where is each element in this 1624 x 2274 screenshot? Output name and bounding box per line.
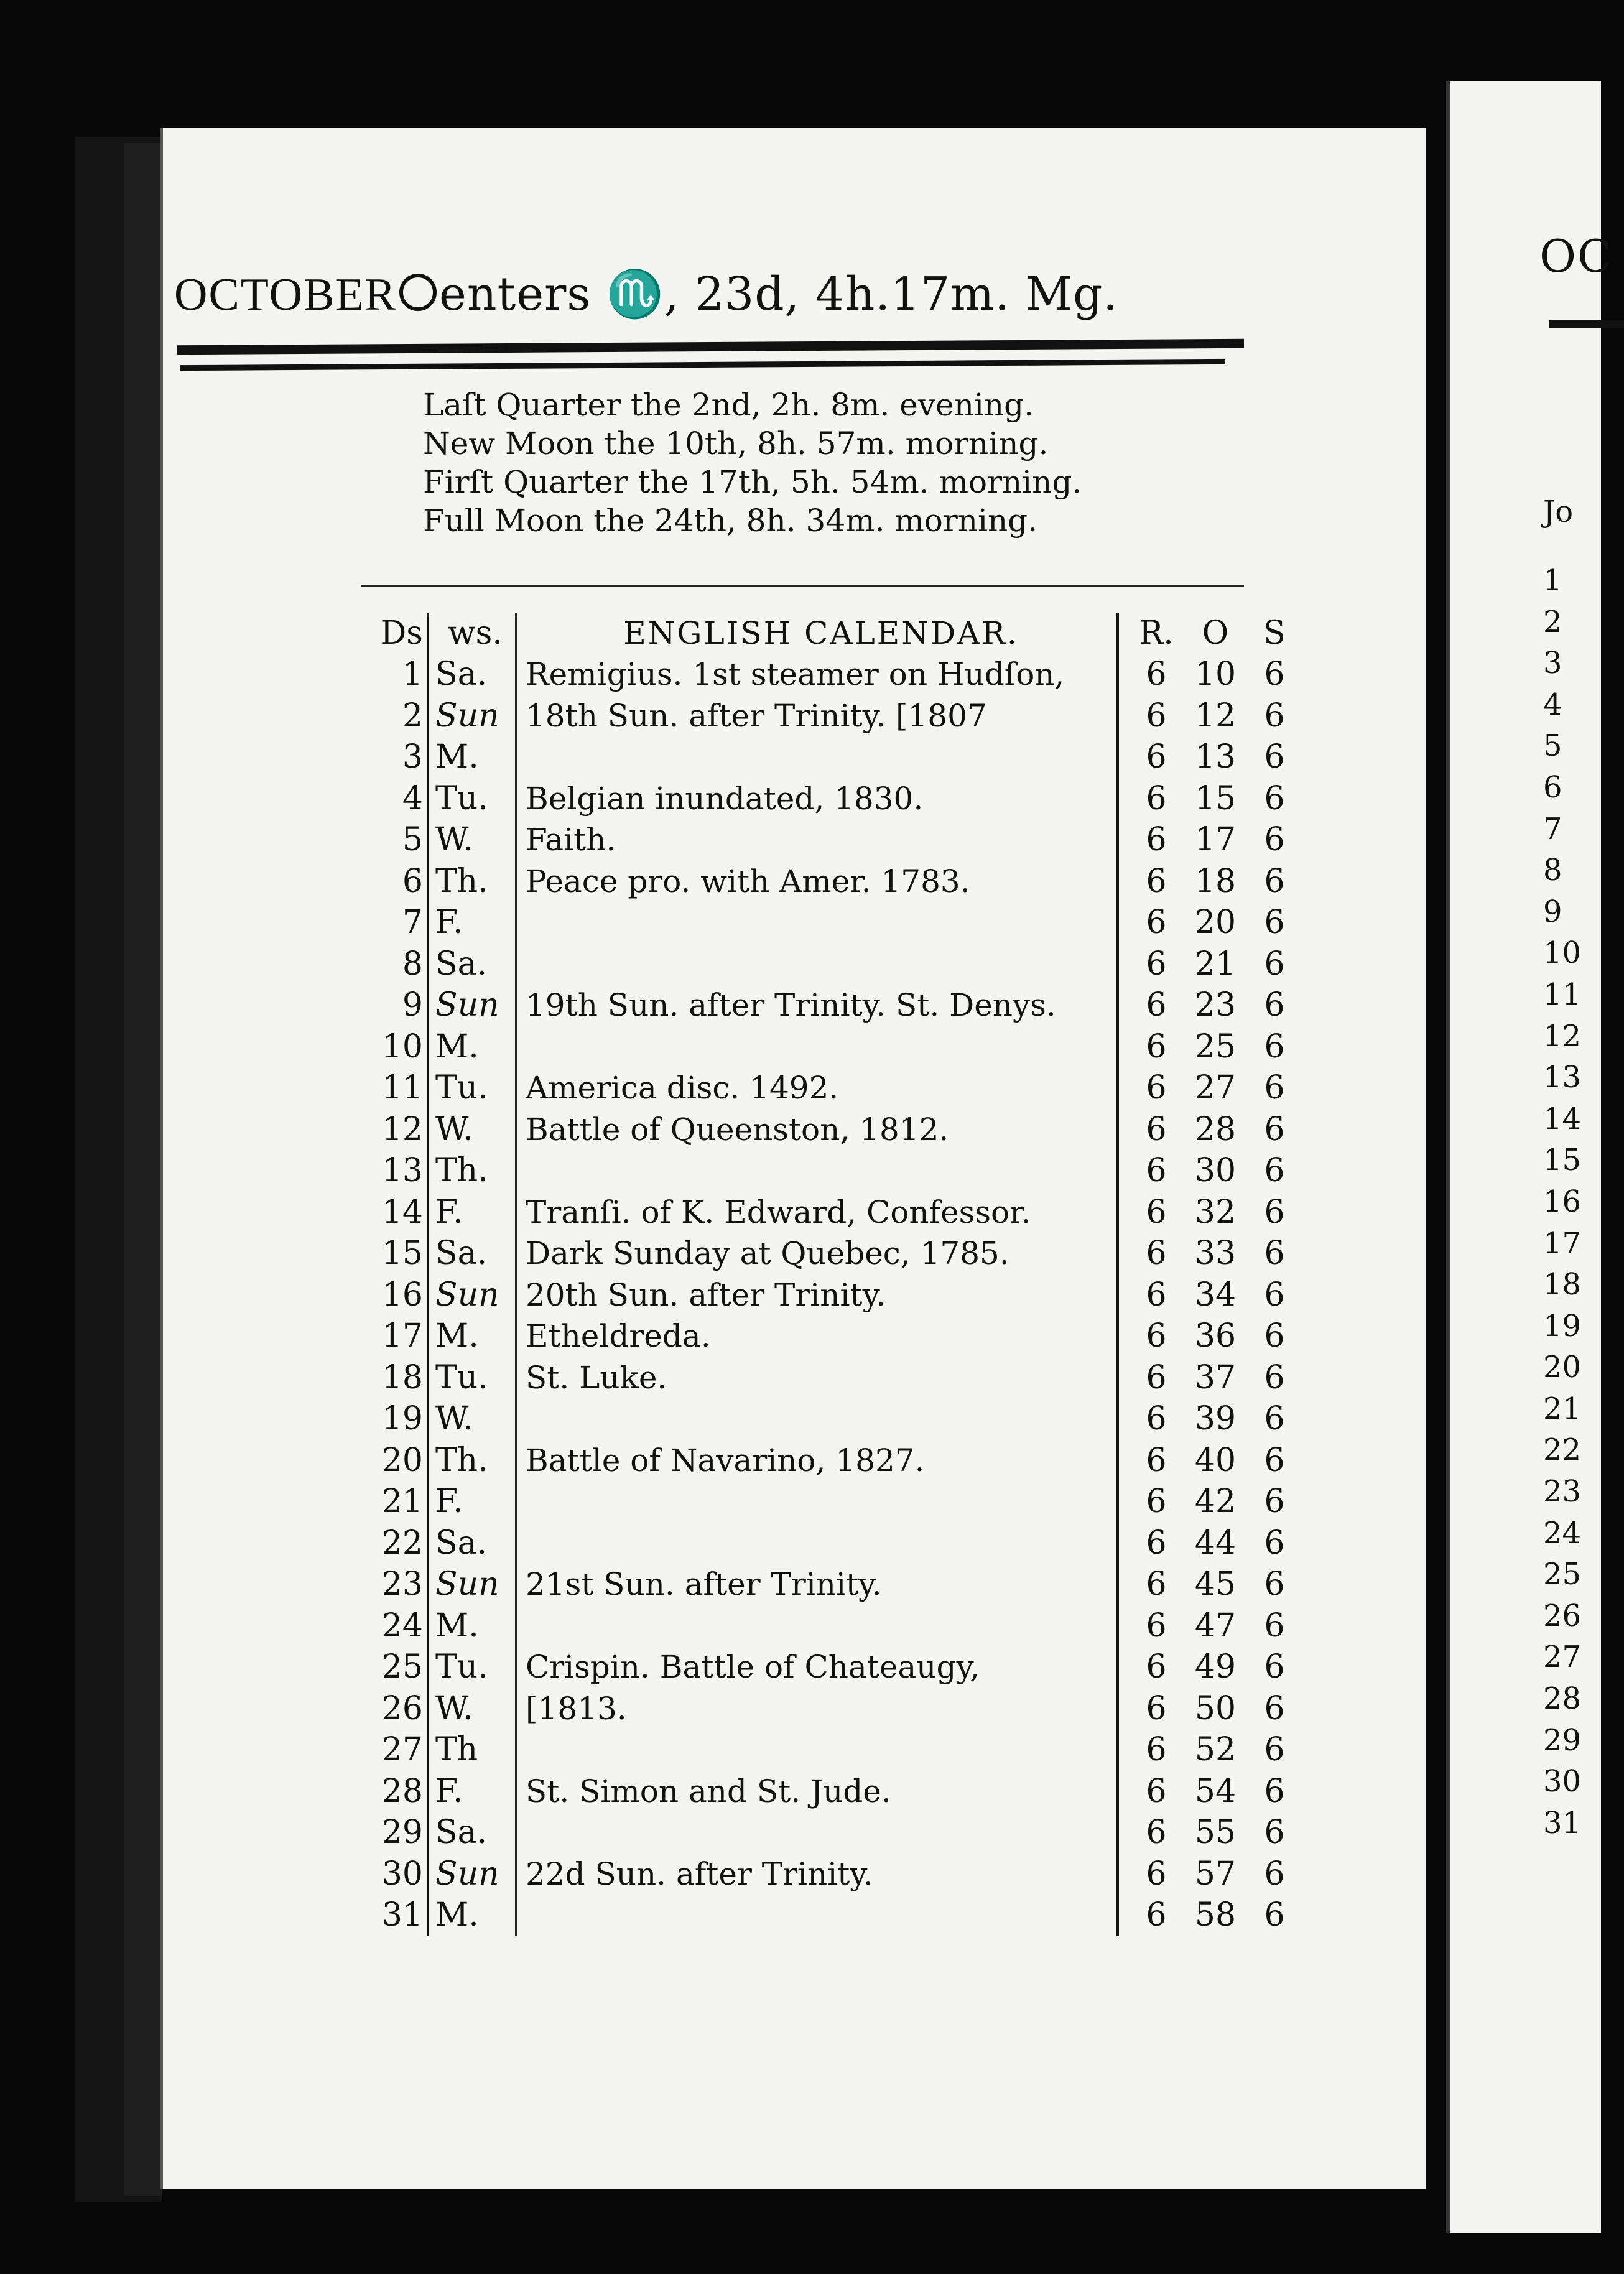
calendar-row <box>348 1564 1299 1605</box>
rises-hour: 6 <box>1146 1441 1167 1479</box>
rises-hour: 6 <box>1146 1524 1167 1562</box>
sets-hour: 6 <box>1264 656 1285 694</box>
day-number: 4 <box>348 778 428 820</box>
moon-phases <box>423 386 1082 540</box>
next-page-day-number: 5 <box>1543 728 1562 764</box>
weekday: Sa. <box>428 1812 516 1854</box>
next-page-day-number: 31 <box>1543 1805 1582 1840</box>
weekday: Sun <box>428 1854 516 1895</box>
rises-hour: 6 <box>1146 1814 1167 1852</box>
next-page-day-number: 25 <box>1543 1557 1582 1592</box>
sets-hour: 6 <box>1264 1524 1285 1562</box>
sets-hour: 6 <box>1264 697 1285 735</box>
event: 21st Sun. after Trinity. <box>516 1564 1118 1605</box>
o-minutes: 21 <box>1194 945 1237 983</box>
calendar-row <box>348 1729 1299 1771</box>
day-number: 11 <box>348 1067 428 1109</box>
header-weekday: ws. <box>428 613 516 654</box>
day-number: 20 <box>348 1440 428 1482</box>
o-minutes: 12 <box>1194 697 1237 735</box>
day-number: 16 <box>348 1274 428 1316</box>
day-number: 31 <box>348 1895 428 1936</box>
rises-hour: 6 <box>1146 697 1167 735</box>
weekday: W. <box>428 819 516 861</box>
next-page-day-number: 3 <box>1543 646 1562 681</box>
o-minutes: 49 <box>1194 1648 1237 1686</box>
next-page-day-number: 15 <box>1543 1143 1582 1178</box>
rises-hour: 6 <box>1146 904 1167 942</box>
day-number: 28 <box>348 1771 428 1812</box>
event: Dark Sunday at Quebec, 1785. <box>516 1233 1118 1274</box>
event: Battle of Navarino, 1827. <box>516 1440 1118 1482</box>
rises-hour: 6 <box>1146 945 1167 983</box>
sets-hour: 6 <box>1264 1193 1285 1231</box>
next-page-day-number: 27 <box>1543 1640 1582 1675</box>
day-number: 8 <box>348 944 428 985</box>
header-o: O <box>1202 615 1229 652</box>
calendar-row <box>348 1481 1299 1523</box>
o-minutes: 50 <box>1194 1689 1237 1727</box>
o-minutes: 45 <box>1194 1566 1237 1603</box>
event: Etheldreda. <box>516 1316 1118 1357</box>
next-page-day-number: 23 <box>1543 1474 1582 1510</box>
rises-hour: 6 <box>1146 1235 1167 1273</box>
next-page-day-number: 13 <box>1543 1060 1582 1095</box>
sets-hour: 6 <box>1264 1689 1285 1727</box>
calendar-row <box>348 985 1299 1026</box>
calendar-row <box>348 1605 1299 1647</box>
header-english-calendar: ENGLISH CALENDAR. <box>516 613 1118 654</box>
calendar-row <box>348 1646 1299 1688</box>
weekday: M. <box>428 1316 516 1357</box>
day-number: 24 <box>348 1605 428 1647</box>
weekday: Sa. <box>428 1523 516 1564</box>
next-page-day-number: 11 <box>1543 977 1582 1012</box>
next-page-rule <box>1549 320 1624 328</box>
header-day: Ds <box>348 613 428 654</box>
o-minutes: 39 <box>1194 1400 1237 1438</box>
event: America disc. 1492. <box>516 1067 1118 1109</box>
o-minutes: 10 <box>1194 656 1237 694</box>
rises-hour: 6 <box>1146 862 1167 900</box>
calendar-row <box>348 1150 1299 1192</box>
rises-hour: 6 <box>1146 1483 1167 1521</box>
calendar-row <box>348 1357 1299 1399</box>
weekday: Th <box>428 1729 516 1771</box>
next-page-day-number: 4 <box>1543 687 1562 722</box>
calendar-row <box>348 1523 1299 1564</box>
day-number: 30 <box>348 1854 428 1895</box>
sets-hour: 6 <box>1264 1110 1285 1148</box>
event: 22d Sun. after Trinity. <box>516 1854 1118 1895</box>
calendar-row <box>348 1233 1299 1274</box>
next-page-day-number: 20 <box>1543 1350 1582 1385</box>
sets-hour: 6 <box>1264 1441 1285 1479</box>
header-rises: R. <box>1139 615 1174 652</box>
calendar-row <box>348 1274 1299 1316</box>
weekday: Th. <box>428 861 516 903</box>
calendar-row <box>348 1067 1299 1109</box>
weekday: Tu. <box>428 778 516 820</box>
weekday: M. <box>428 1895 516 1936</box>
event <box>516 1523 1118 1564</box>
o-minutes: 33 <box>1194 1235 1237 1273</box>
next-page-day-column <box>1543 494 1605 1844</box>
rises-hour: 6 <box>1146 821 1167 859</box>
o-minutes: 27 <box>1194 1069 1237 1107</box>
rises-hour: 6 <box>1146 1855 1167 1893</box>
day-number: 12 <box>348 1109 428 1151</box>
o-minutes: 32 <box>1194 1193 1237 1231</box>
next-page-day-number: 16 <box>1543 1184 1582 1219</box>
phase-first-quarter: Firſt Quarter the 17th, 5h. 54m. morning. <box>423 464 1082 500</box>
day-number: 23 <box>348 1564 428 1605</box>
weekday: Sun <box>428 1564 516 1605</box>
event: St. Simon and St. Jude. <box>516 1771 1118 1812</box>
weekday: M. <box>428 736 516 778</box>
day-number: 5 <box>348 819 428 861</box>
event <box>516 1729 1118 1771</box>
next-page-day-number: 12 <box>1543 1018 1582 1054</box>
day-number: 7 <box>348 902 428 944</box>
rises-hour: 6 <box>1146 1110 1167 1148</box>
event <box>516 1895 1118 1936</box>
calendar-row <box>348 944 1299 985</box>
phase-full-moon: Full Moon the 24th, 8h. 34m. morning. <box>423 503 1038 539</box>
day-number: 13 <box>348 1150 428 1192</box>
rises-hour: 6 <box>1146 1896 1167 1934</box>
sets-hour: 6 <box>1264 1235 1285 1273</box>
day-number: 25 <box>348 1646 428 1688</box>
o-minutes: 52 <box>1194 1731 1237 1769</box>
sets-hour: 6 <box>1264 1152 1285 1190</box>
weekday: Th. <box>428 1150 516 1192</box>
o-minutes: 47 <box>1194 1607 1237 1645</box>
next-page-day-number: 7 <box>1543 811 1562 847</box>
event <box>516 944 1118 985</box>
o-minutes: 54 <box>1194 1772 1237 1810</box>
sets-hour: 6 <box>1264 945 1285 983</box>
o-minutes: 37 <box>1194 1358 1237 1396</box>
o-minutes: 23 <box>1194 986 1237 1024</box>
o-minutes: 55 <box>1194 1814 1237 1852</box>
sets-hour: 6 <box>1264 986 1285 1024</box>
day-number: 27 <box>348 1729 428 1771</box>
next-page-day-number: 9 <box>1543 894 1562 929</box>
o-minutes: 30 <box>1194 1152 1237 1190</box>
weekday: Sun <box>428 985 516 1026</box>
event: Faith. <box>516 819 1118 861</box>
next-page-day-number: 22 <box>1543 1432 1582 1468</box>
phase-last-quarter: Laſt Quarter the 2nd, 2h. 8m. evening. <box>423 387 1034 423</box>
rises-hour: 6 <box>1146 779 1167 817</box>
sets-hour: 6 <box>1264 1772 1285 1810</box>
o-minutes: 42 <box>1194 1483 1237 1521</box>
weekday: M. <box>428 1605 516 1647</box>
calendar-row <box>348 902 1299 944</box>
weekday: Tu. <box>428 1357 516 1399</box>
sets-hour: 6 <box>1264 738 1285 776</box>
calendar-header-row <box>348 613 1299 654</box>
weekday: Sa. <box>428 1233 516 1274</box>
rises-hour: 6 <box>1146 1400 1167 1438</box>
sets-hour: 6 <box>1264 1814 1285 1852</box>
event: St. Luke. <box>516 1357 1118 1399</box>
day-number: 9 <box>348 985 428 1026</box>
next-page-day-number: 17 <box>1543 1225 1582 1261</box>
calendar-row <box>348 1771 1299 1812</box>
sets-hour: 6 <box>1264 1566 1285 1603</box>
sets-hour: 6 <box>1264 1400 1285 1438</box>
o-minutes: 18 <box>1194 862 1237 900</box>
rises-hour: 6 <box>1146 1152 1167 1190</box>
calendar-row <box>348 778 1299 820</box>
rises-hour: 6 <box>1146 1772 1167 1810</box>
day-number: 10 <box>348 1026 428 1068</box>
event: Remigius. 1st steamer on Hudſon, <box>516 654 1118 695</box>
day-number: 3 <box>348 736 428 778</box>
event: 19th Sun. after Trinity. St. Denys. <box>516 985 1118 1026</box>
rises-hour: 6 <box>1146 1607 1167 1645</box>
day-number: 19 <box>348 1398 428 1440</box>
event <box>516 902 1118 944</box>
o-minutes: 28 <box>1194 1110 1237 1148</box>
sets-hour: 6 <box>1264 1648 1285 1686</box>
sets-hour: 6 <box>1264 1358 1285 1396</box>
calendar-row <box>348 819 1299 861</box>
event: Belgian inundated, 1830. <box>516 778 1118 820</box>
rises-hour: 6 <box>1146 1648 1167 1686</box>
sets-hour: 6 <box>1264 1069 1285 1107</box>
header-sets: S <box>1263 615 1286 652</box>
next-page-day-number: 28 <box>1543 1681 1582 1717</box>
sets-hour: 6 <box>1264 1731 1285 1769</box>
rises-hour: 6 <box>1146 738 1167 776</box>
next-page-title-fragment: OC <box>1539 230 1613 282</box>
calendar-row <box>348 1026 1299 1068</box>
day-number: 18 <box>348 1357 428 1399</box>
rises-hour: 6 <box>1146 1566 1167 1603</box>
phase-new-moon: New Moon the 10th, 8h. 57m. morning. <box>423 425 1049 462</box>
calendar-row <box>348 1398 1299 1440</box>
next-page-day-number: 14 <box>1543 1101 1582 1136</box>
next-page-day-number: 29 <box>1543 1722 1582 1758</box>
weekday: F. <box>428 902 516 944</box>
day-number: 26 <box>348 1688 428 1730</box>
calendar-row <box>348 1316 1299 1357</box>
weekday: W. <box>428 1109 516 1151</box>
weekday: Tu. <box>428 1067 516 1109</box>
next-page-day-number: 30 <box>1543 1764 1582 1799</box>
weekday: M. <box>428 1026 516 1068</box>
event <box>516 1398 1118 1440</box>
calendar-row <box>348 1854 1299 1895</box>
sets-hour: 6 <box>1264 1276 1285 1314</box>
day-number: 6 <box>348 861 428 903</box>
weekday: Tu. <box>428 1646 516 1688</box>
next-page-day-number: 6 <box>1543 769 1562 805</box>
o-minutes: 40 <box>1194 1441 1237 1479</box>
event <box>516 1150 1118 1192</box>
o-minutes: 20 <box>1194 904 1237 942</box>
sun-symbol-icon <box>399 274 437 311</box>
calendar-row <box>348 736 1299 778</box>
sets-hour: 6 <box>1264 1483 1285 1521</box>
day-number: 1 <box>348 654 428 695</box>
day-number: 15 <box>348 1233 428 1274</box>
weekday: W. <box>428 1688 516 1730</box>
page-title <box>174 267 1244 322</box>
event: 20th Sun. after Trinity. <box>516 1274 1118 1316</box>
rises-hour: 6 <box>1146 1069 1167 1107</box>
sets-hour: 6 <box>1264 904 1285 942</box>
next-page-edge <box>1446 81 1613 2233</box>
next-page-header: Jo <box>1543 494 1574 529</box>
weekday: F. <box>428 1481 516 1523</box>
event: 18th Sun. after Trinity. [1807 <box>516 695 1118 737</box>
calendar-top-rule <box>361 585 1244 587</box>
event <box>516 736 1118 778</box>
event <box>516 1605 1118 1647</box>
calendar-row <box>348 1192 1299 1233</box>
sets-hour: 6 <box>1264 1028 1285 1065</box>
calendar-row <box>348 654 1299 695</box>
day-number: 2 <box>348 695 428 737</box>
o-minutes: 36 <box>1194 1317 1237 1355</box>
next-page-day-number: 26 <box>1543 1598 1582 1633</box>
sets-hour: 6 <box>1264 779 1285 817</box>
next-page-day-number: 8 <box>1543 853 1562 888</box>
sets-hour: 6 <box>1264 1896 1285 1934</box>
rises-hour: 6 <box>1146 1317 1167 1355</box>
sets-hour: 6 <box>1264 1317 1285 1355</box>
sets-hour: 6 <box>1264 1855 1285 1893</box>
next-page-day-number: 1 <box>1543 563 1562 598</box>
next-page-day-number: 18 <box>1543 1267 1582 1302</box>
weekday: F. <box>428 1771 516 1812</box>
sets-hour: 6 <box>1264 1607 1285 1645</box>
calendar-row <box>348 1440 1299 1482</box>
calendar-row <box>348 695 1299 737</box>
rises-hour: 6 <box>1146 656 1167 694</box>
o-minutes: 25 <box>1194 1028 1237 1065</box>
book-spine <box>124 143 162 2196</box>
next-page-day-number: 10 <box>1543 935 1582 971</box>
rises-hour: 6 <box>1146 986 1167 1024</box>
day-number: 22 <box>348 1523 428 1564</box>
day-number: 17 <box>348 1316 428 1357</box>
weekday: Th. <box>428 1440 516 1482</box>
calendar-row <box>348 1812 1299 1854</box>
event: [1813. <box>516 1688 1118 1730</box>
calendar-table <box>348 613 1301 1936</box>
o-minutes: 34 <box>1194 1276 1237 1314</box>
calendar-row <box>348 1109 1299 1151</box>
event: Peace pro. with Amer. 1783. <box>516 861 1118 903</box>
event <box>516 1026 1118 1068</box>
event: Tranſi. of K. Edward, Confessor. <box>516 1192 1118 1233</box>
rises-hour: 6 <box>1146 1028 1167 1065</box>
calendar-row <box>348 1895 1299 1936</box>
sets-hour: 6 <box>1264 862 1285 900</box>
weekday: Sun <box>428 695 516 737</box>
rises-hour: 6 <box>1146 1193 1167 1231</box>
o-minutes: 17 <box>1194 821 1237 859</box>
weekday: Sa. <box>428 654 516 695</box>
event <box>516 1812 1118 1854</box>
rises-hour: 6 <box>1146 1731 1167 1769</box>
event: Battle of Queenston, 1812. <box>516 1109 1118 1151</box>
weekday: F. <box>428 1192 516 1233</box>
rises-hour: 6 <box>1146 1276 1167 1314</box>
weekday: Sun <box>428 1274 516 1316</box>
rises-hour: 6 <box>1146 1358 1167 1396</box>
event: Crispin. Battle of Chateaugy, <box>516 1646 1118 1688</box>
o-minutes: 13 <box>1194 738 1237 776</box>
next-page-day-number: 19 <box>1543 1308 1582 1344</box>
weekday: Sa. <box>428 944 516 985</box>
calendar-row <box>348 861 1299 903</box>
o-minutes: 15 <box>1194 779 1237 817</box>
o-minutes: 57 <box>1194 1855 1237 1893</box>
event <box>516 1481 1118 1523</box>
day-number: 21 <box>348 1481 428 1523</box>
calendar-row <box>348 1688 1299 1730</box>
title-detail: enters ♏, 23d, 4h.17m. Mg. <box>439 267 1118 321</box>
month-name: OCTOBER <box>174 269 397 320</box>
sets-hour: 6 <box>1264 821 1285 859</box>
day-number: 14 <box>348 1192 428 1233</box>
weekday: W. <box>428 1398 516 1440</box>
next-page-day-number: 21 <box>1543 1391 1582 1426</box>
rises-hour: 6 <box>1146 1689 1167 1727</box>
o-minutes: 44 <box>1194 1524 1237 1562</box>
o-minutes: 58 <box>1194 1896 1237 1934</box>
next-page-day-number: 24 <box>1543 1515 1582 1551</box>
day-number: 29 <box>348 1812 428 1854</box>
next-page-day-number: 2 <box>1543 604 1562 639</box>
